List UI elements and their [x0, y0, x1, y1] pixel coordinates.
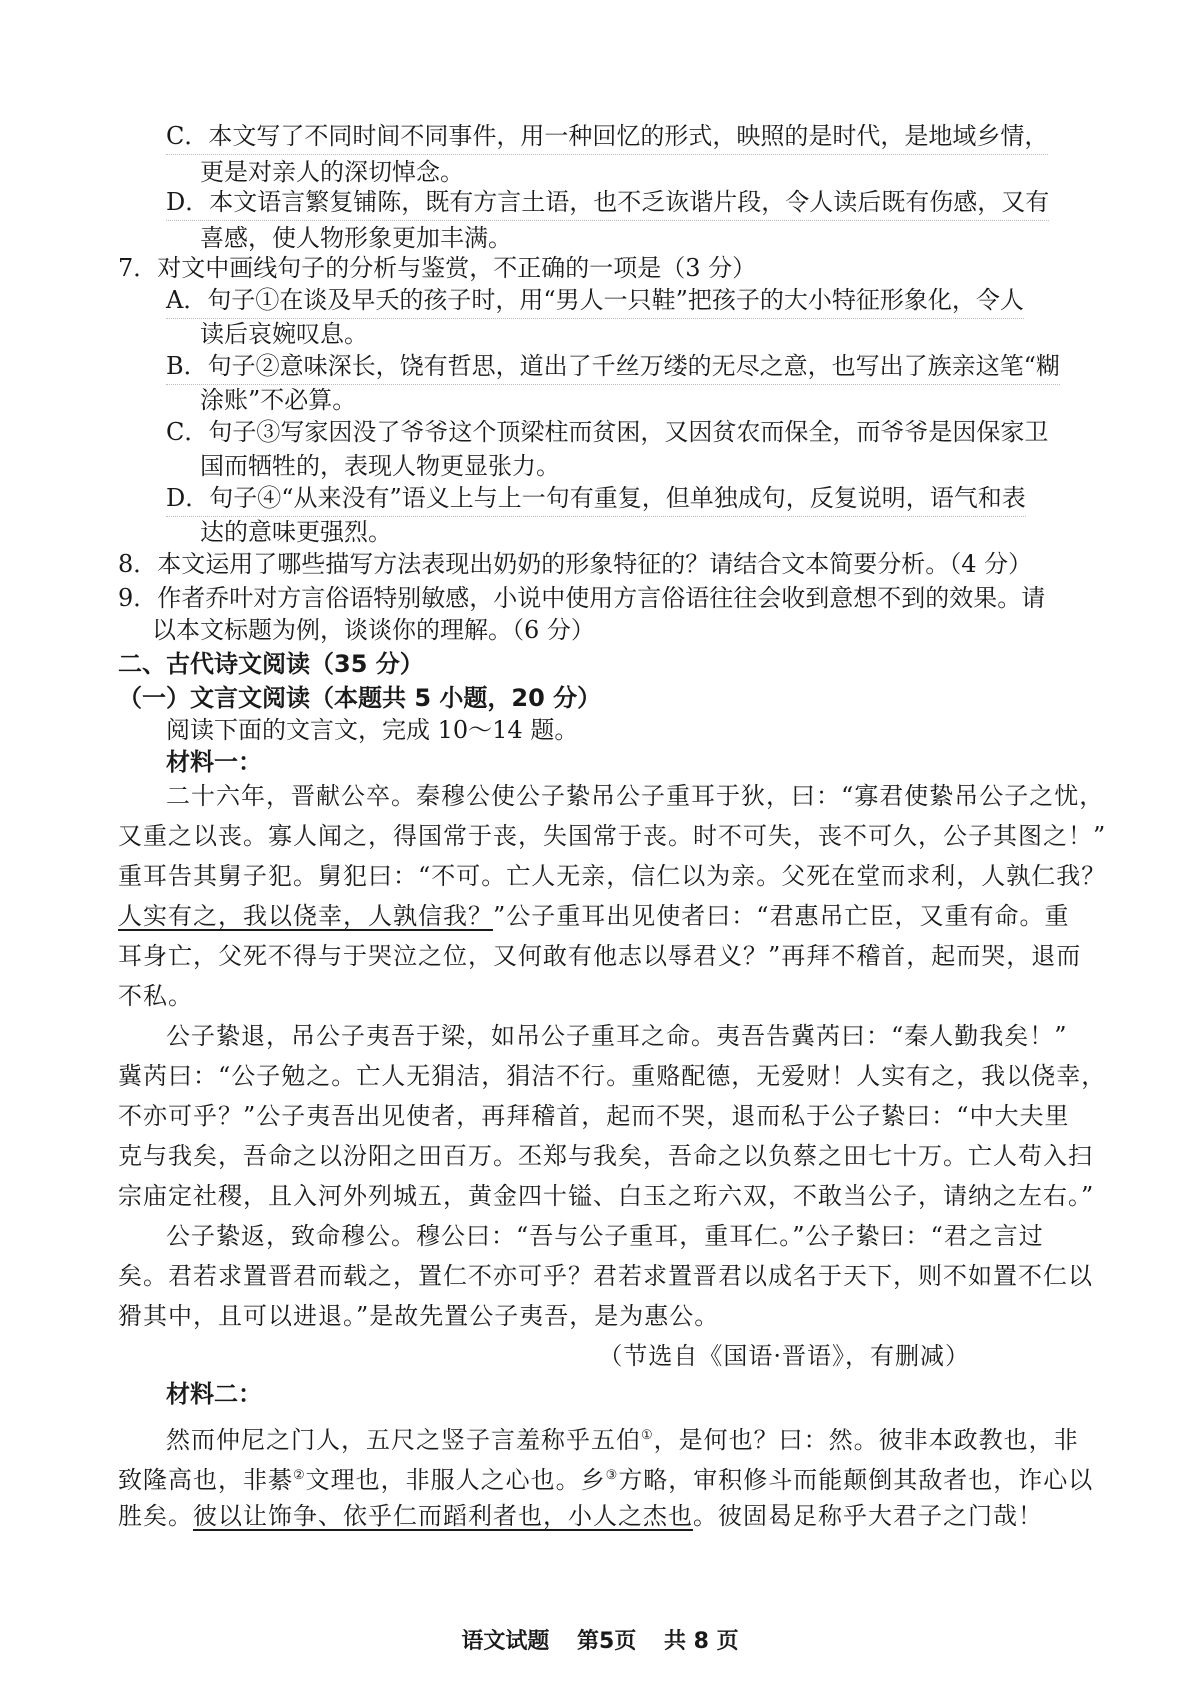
- q7-option-d-line2: 达的意味更强烈。: [200, 518, 392, 546]
- material1-p1-line1: 二十六年，晋献公卒。秦穆公使公子絷吊公子重耳于狄，曰：“寡君使絷吊公子之忧，: [166, 782, 1105, 810]
- q7-option-b-line2: 涂账”不必算。: [200, 386, 357, 414]
- material1-p2-line4: 克与我矣，吾命之以汾阳之田百万。丕郑与我矣，吾命之以负蔡之田七十万。亡人苟入扫: [118, 1142, 1093, 1170]
- material2-line2: 致隆高也，非綦②文理也，非服人之心也。乡③方略，审积修斗而能颠倒其敌者也，诈心以: [118, 1466, 1094, 1494]
- q7-option-c-line2: 国而牺牲的，表现人物更显张力。: [200, 452, 560, 480]
- q9-line1: 9．作者乔叶对方言俗语特别敏感，小说中使用方言俗语往往会收到意想不到的效果。请: [118, 584, 1046, 612]
- material1-p3-line2: 矣。君若求置晋君而载之，置仁不亦可乎？君若求置晋君以成名于天下，则不如置不仁以: [118, 1262, 1093, 1290]
- footnote-marker-1: ①: [641, 1428, 654, 1443]
- material2-line3: 胜矣。彼以让饰争、依乎仁而蹈利者也，小人之杰也。彼固曷足称乎大君子之门哉！: [118, 1502, 1043, 1530]
- material1-p3-line3: 猾其中，且可以进退。”是故先置公子夷吾，是为惠公。: [118, 1302, 720, 1330]
- material1-p2-line1: 公子絷退，吊公子夷吾于梁，如吊公子重耳之命。夷吾告冀芮曰：“秦人勤我矣！”: [166, 1022, 1068, 1050]
- q9-line2: 以本文标题为例，谈谈你的理解。（6 分）: [152, 616, 595, 644]
- q7-option-d-line1: D．句子④“从来没有”语义上与上一句有重复，但单独成句，反复说明，语气和表: [166, 480, 1026, 517]
- material1-p1-line2: 又重之以丧。寡人闻之，得国常于丧，失国常于丧。时不可失，丧不可久，公子其图之！”: [118, 822, 1107, 850]
- material1-p1-line3: 重耳告其舅子犯。舅犯曰：“不可。亡人无亲，信仁以为亲。父死在堂而求利，人孰仁我？: [118, 862, 1107, 890]
- q7-option-a-line2: 读后哀婉叹息。: [200, 320, 368, 348]
- material1-p1-line5: 耳身亡，父死不得与于哭泣之位，又何敢有他志以辱君义？”再拜不稽首，起而哭，退而: [118, 942, 1082, 970]
- footer-subject: 语文试题: [461, 1629, 550, 1654]
- underlined-sentence-2: 彼以让饰争、依乎仁而蹈利者也，小人之杰也: [193, 1502, 693, 1530]
- page-footer: [0, 1624, 1200, 1655]
- reading-instruction: 阅读下面的文言文，完成 10～14 题。: [166, 716, 579, 744]
- footer-total-pages: 共 8 页: [664, 1629, 739, 1654]
- q6-option-c-line1: C．本文写了不同时间不同事件，用一种回忆的形式，映照的是时代，是地域乡情，: [166, 118, 1048, 155]
- q7-option-b-line1: B．句子②意味深长，饶有哲思，道出了千丝万缕的无尽之意，也写出了族亲这笔“糊: [166, 348, 1060, 385]
- material1-p1-line4-rest: ”公子重耳出见使者曰：“君惠吊亡臣，又重有命。重: [493, 902, 1070, 930]
- material-two-label: 材料二：: [166, 1380, 262, 1408]
- q6-option-c-line2: 更是对亲人的深切悼念。: [200, 158, 464, 186]
- footnote-marker-3: ③: [605, 1468, 619, 1483]
- q7-option-a-line1: A．句子①在谈及早夭的孩子时，用“男人一只鞋”把孩子的大小特征形象化，令人: [166, 282, 1024, 319]
- material1-p1-line4: [118, 898, 1070, 934]
- material1-p1-line6: 不私。: [118, 982, 193, 1010]
- material1-p3-line1: 公子絷返，致命穆公。穆公曰：“吾与公子重耳，重耳仁。”公子絷曰：“君之言过: [166, 1222, 1044, 1250]
- source-citation: （节选自《国语·晋语》，有删减）: [598, 1342, 970, 1370]
- material1-p2-line5: 宗庙定社稷，且入河外列城五，黄金四十镒、白玉之珩六双，不敢当公子，请纳之左右。”: [118, 1182, 1095, 1210]
- q7-stem: 7．对文中画线句子的分析与鉴赏，不正确的一项是（3 分）: [118, 254, 757, 282]
- subsection-heading: （一）文言文阅读（本题共 5 小题，20 分）: [118, 684, 602, 712]
- material-one-label: 材料一：: [166, 748, 262, 776]
- underlined-sentence: 人实有之，我以侥幸，人孰信我？: [118, 902, 493, 930]
- q8: 8．本文运用了哪些描写方法表现出奶奶的形象特征的？请结合文本简要分析。（4 分）: [118, 550, 1033, 578]
- footer-page-number: 第5页: [577, 1629, 637, 1654]
- footnote-marker-2: ②: [293, 1468, 306, 1483]
- q6-option-d-line2: 喜感，使人物形象更加丰满。: [200, 224, 512, 252]
- material1-p2-line3: 不亦可乎？”公子夷吾出见使者，再拜稽首，起而不哭，退而私于公子絷曰：“中大夫里: [118, 1102, 1070, 1130]
- q6-option-d-line1: D．本文语言繁复铺陈，既有方言土语，也不乏诙谐片段，令人读后既有伤感，又有: [166, 184, 1049, 221]
- q7-option-c-line1: C．句子③写家因没了爷爷这个顶梁柱而贫困，又因贫农而保全，而爷爷是因保家卫: [166, 418, 1049, 446]
- section-heading: 二、古代诗文阅读（35 分）: [118, 650, 424, 678]
- material2-line1: 然而仲尼之门人，五尺之竖子言羞称乎五伯①，是何也？曰：然。彼非本政教也，非: [166, 1426, 1079, 1454]
- material1-p2-line2: 冀芮曰：“公子勉之。亡人无狷洁，狷洁不行。重赂配德，无爱财！人实有之，我以侥幸，: [118, 1062, 1107, 1090]
